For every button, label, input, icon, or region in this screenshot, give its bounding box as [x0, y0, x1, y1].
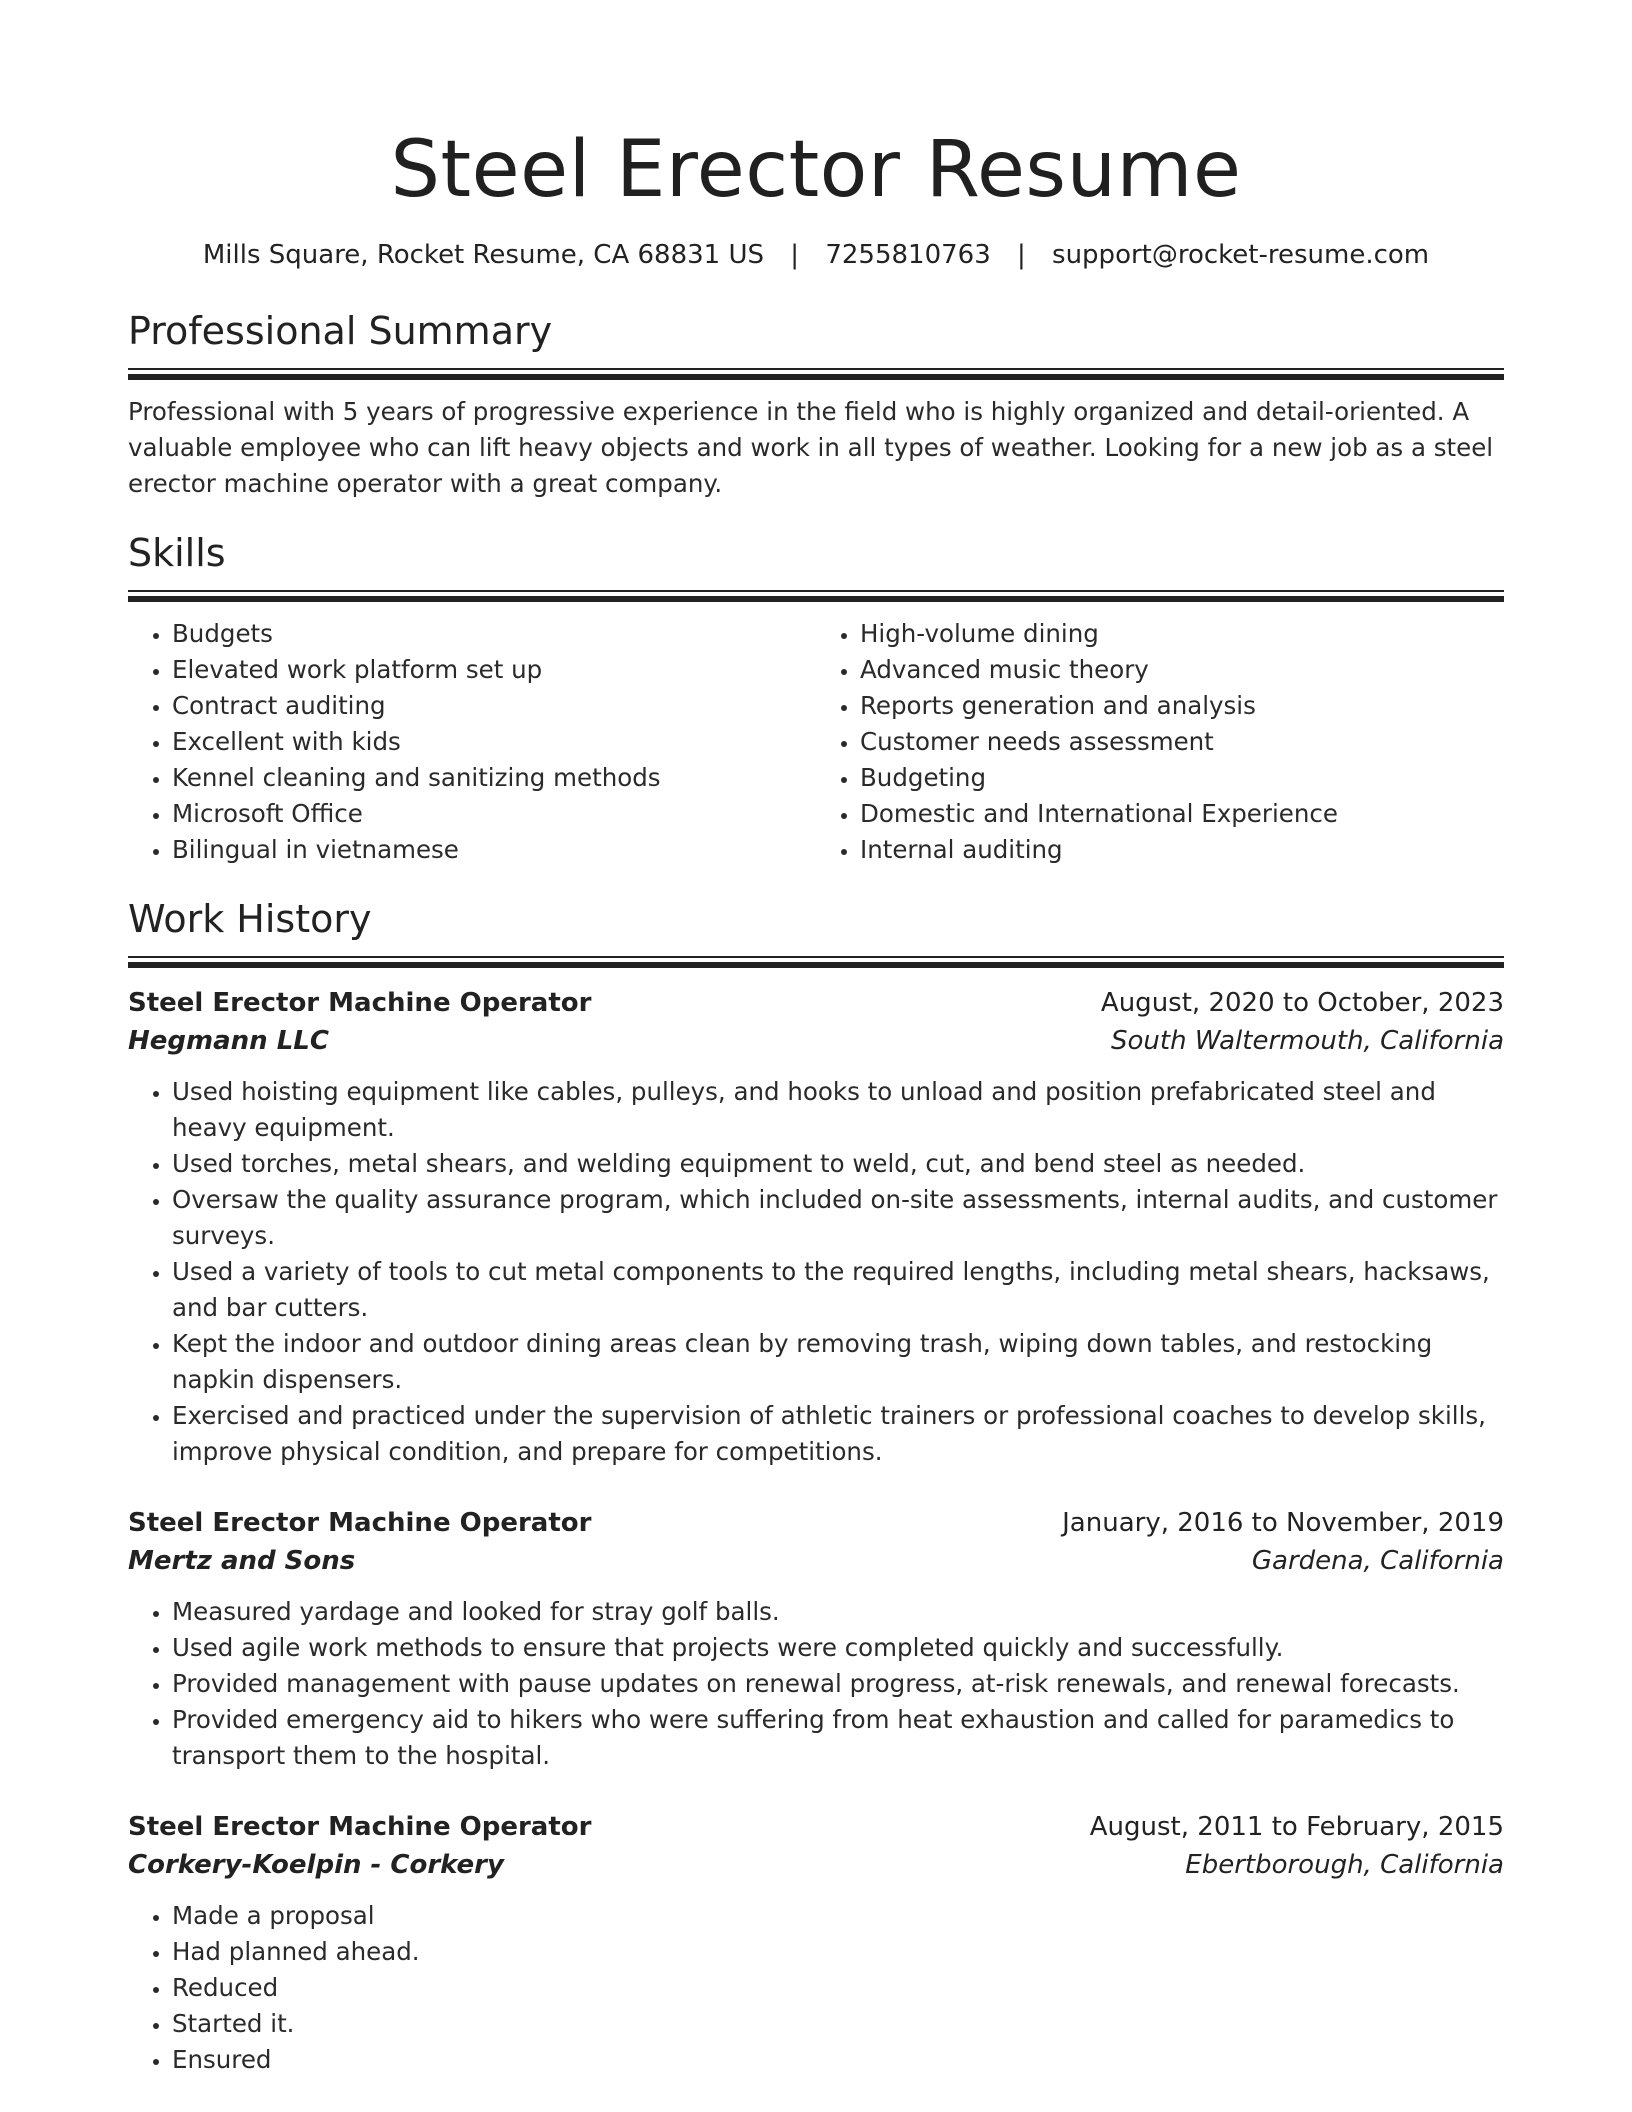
job-dates: August, 2011 to February, 2015 [1089, 1812, 1504, 1842]
summary-text: Professional with 5 years of progressive experience in the field who is highly organized and detail-oriented. A valuable employee who can lift heavy objects and work in all types of weather. Looking for a new job as a steel erector machine operator with a great company. [128, 397, 1494, 498]
section-rule [128, 368, 1504, 380]
job-company: Mertz and Sons [128, 1546, 356, 1576]
resume-title: Steel Erector Resume [390, 125, 1242, 215]
job-location: Ebertborough, California [1185, 1850, 1504, 1880]
job-title: Steel Erector Machine Operator [128, 1508, 592, 1538]
job-bullet: • Provided emergency aid to hikers who were suffering from heat exhaustion and called for paramedics to transport them to the hospital. [172, 1702, 1504, 1774]
skill-item: • Bilingual in vietnamese [172, 832, 816, 868]
job-bullet: • Kept the indoor and outdoor dining areas clean by removing trash, wiping down tables, and restocking napkin dispensers. [172, 1326, 1504, 1398]
job-bullets [128, 1898, 1504, 2078]
work-section [128, 896, 1504, 2078]
skill-item: • Excellent with kids [172, 724, 816, 760]
work-heading: Work History [128, 897, 372, 941]
job-title: Steel Erector Machine Operator [128, 1812, 592, 1842]
job-location: Gardena, California [1251, 1546, 1504, 1576]
skill-item: • Microsoft Office [172, 796, 816, 832]
job-company: Hegmann LLC [128, 1026, 329, 1056]
contact-line [128, 238, 1504, 272]
skill-item: • Budgeting [860, 760, 1504, 796]
job-entry [128, 1504, 1504, 1774]
job-bullet: • Measured yardage and looked for stray golf balls. [172, 1594, 1504, 1630]
skill-item: • Domestic and International Experience [860, 796, 1504, 832]
resume-page [128, 0, 1504, 2078]
summary-section [128, 308, 1504, 502]
job-bullets [128, 1594, 1504, 1774]
job-bullet: • Had planned ahead. [172, 1934, 1504, 1970]
job-bullet: • Made a proposal [172, 1898, 1504, 1934]
skills-heading: Skills [128, 531, 226, 575]
job-bullets [128, 1074, 1504, 1470]
summary-heading: Professional Summary [128, 309, 553, 353]
skill-item: • Reports generation and analysis [860, 688, 1504, 724]
job-bullet: • Used a variety of tools to cut metal components to the required lengths, including metal shears, hacksaws, and bar cutters. [172, 1254, 1504, 1326]
address: Mills Square, Rocket Resume, CA 68831 US [202, 240, 765, 270]
skill-item: • Advanced music theory [860, 652, 1504, 688]
job-bullet: • Used torches, metal shears, and welding equipment to weld, cut, and bend steel as needed. [172, 1146, 1504, 1182]
section-rule [128, 590, 1504, 602]
job-bullet: • Exercised and practiced under the supervision of athletic trainers or professional coaches to develop skills, improve physical condition, and prepare for competitions. [172, 1398, 1504, 1470]
skill-item: • Contract auditing [172, 688, 816, 724]
job-company: Corkery-Koelpin - Corkery [128, 1850, 504, 1880]
separator: | [1017, 240, 1026, 270]
job-entry [128, 1808, 1504, 2078]
skills-list-left [128, 616, 816, 868]
job-bullet: • Started it. [172, 2006, 1504, 2042]
skill-item: • High-volume dining [860, 616, 1504, 652]
job-location: South Waltermouth, California [1111, 1026, 1504, 1056]
skills-section [128, 530, 1504, 868]
skill-item: • Kennel cleaning and sanitizing methods [172, 760, 816, 796]
job-bullet: • Ensured [172, 2042, 1504, 2078]
job-entry [128, 984, 1504, 1470]
job-bullet: • Used hoisting equipment like cables, pulleys, and hooks to unload and position prefabricated steel and heavy equipment. [172, 1074, 1504, 1146]
job-bullet: • Reduced [172, 1970, 1504, 2006]
email: support@rocket-resume.com [1052, 240, 1430, 270]
job-dates: January, 2016 to November, 2019 [1062, 1508, 1504, 1538]
job-bullet: • Oversaw the quality assurance program, which included on-site assessments, internal audits, and customer surveys. [172, 1182, 1504, 1254]
skill-item: • Internal auditing [860, 832, 1504, 868]
skills-list-right [816, 616, 1504, 868]
skill-item: • Elevated work platform set up [172, 652, 816, 688]
job-bullet: • Used agile work methods to ensure that projects were completed quickly and successfully. [172, 1630, 1504, 1666]
job-dates: August, 2020 to October, 2023 [1100, 988, 1504, 1018]
skill-item: • Customer needs assessment [860, 724, 1504, 760]
separator: | [790, 240, 800, 270]
job-title: Steel Erector Machine Operator [128, 988, 592, 1018]
section-rule [128, 956, 1504, 968]
job-bullet: • Provided management with pause updates on renewal progress, at-risk renewals, and renewal forecasts. [172, 1666, 1504, 1702]
phone: 7255810763 [825, 240, 991, 270]
skills-columns [128, 616, 1504, 868]
skill-item: • Budgets [172, 616, 816, 652]
